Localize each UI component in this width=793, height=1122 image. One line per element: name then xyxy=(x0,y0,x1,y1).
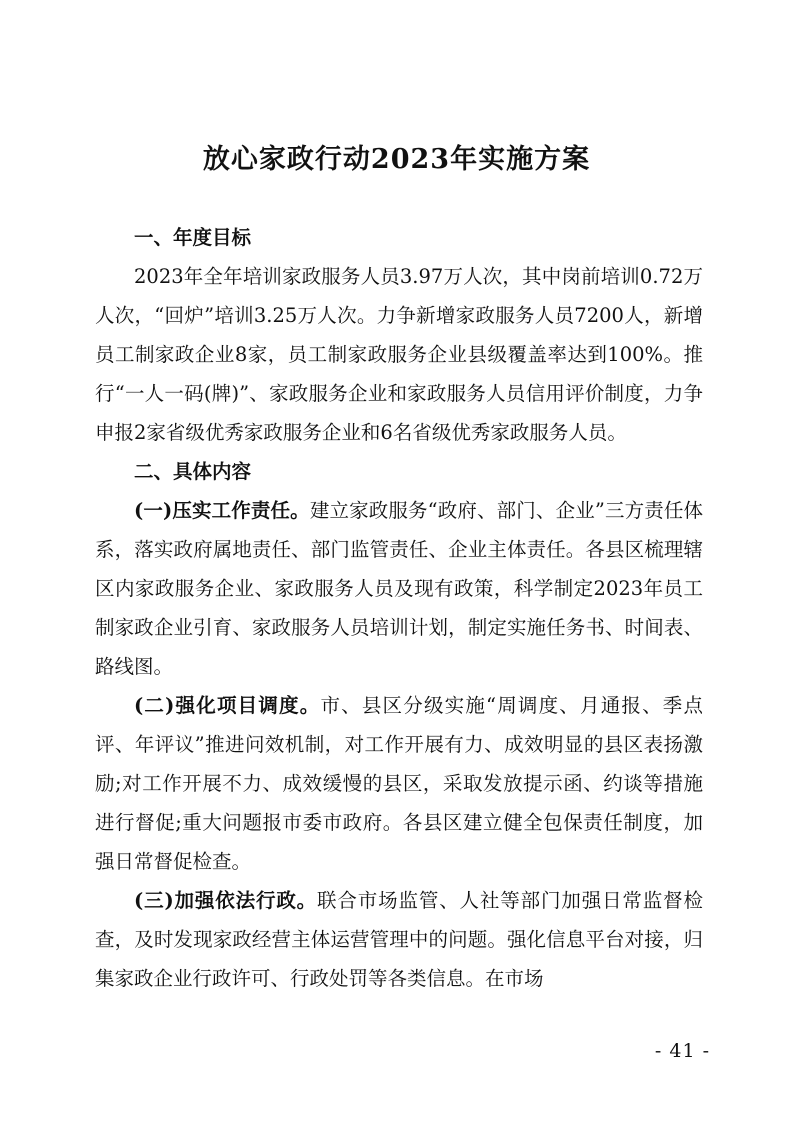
paragraph-lead: (二)强化项目调度。 xyxy=(134,694,321,717)
document-body xyxy=(95,218,703,998)
paragraph-responsibility xyxy=(95,491,703,686)
document-title: 放心家政行动2023年实施方案 xyxy=(202,144,591,175)
paragraph-law-administration xyxy=(95,881,703,998)
paragraph-annual-goals xyxy=(95,257,703,452)
paragraph-lead: (一)压实工作责任。 xyxy=(134,499,310,522)
section-heading-specific-content: 二、具体内容 xyxy=(134,460,252,483)
paragraph-text: 2023年全年培训家政服务人员3.97万人次，其中岗前培训0.72万人次，“回炉”培训3.25万人次。力争新增家政服务人员7200人，新增员工制家政企业8家，员工制家政服务企业县级覆盖率达到100%。推行“一人一码(牌)”、家政服务企业和家政服务人员信用评价制度，力争申报2家省级优秀家政服务企业和6名省级优秀家政服务人员。 xyxy=(95,265,703,444)
paragraph-project-scheduling xyxy=(95,686,703,881)
section-heading-annual-goals: 一、年度目标 xyxy=(134,226,252,249)
page-number: - 41 - xyxy=(654,1040,710,1062)
paragraph-text: 建立家政服务“政府、部门、企业”三方责任体系，落实政府属地责任、部门监管责任、企业主体责任。各县区梳理辖区内家政服务企业、家政服务人员及现有政策，科学制定2023年员工制家政企业引育、家政服务人员培训计划，制定实施任务书、时间表、路线图。 xyxy=(95,499,703,678)
paragraph-text: 市、县区分级实施“周调度、月通报、季点评、年评议”推进问效机制，对工作开展有力、成效明显的县区表扬激励;对工作开展不力、成效缓慢的县区，采取发放提示函、约谈等措施进行督促;重大问题报市委市政府。各县区建立健全包保责任制度，加强日常督促检查。 xyxy=(95,694,703,873)
paragraph-text: 联合市场监管、人社等部门加强日常监督检查，及时发现家政经营主体运营管理中的问题。强化信息平台对接，归集家政企业行政许可、行政处罚等各类信息。在市场 xyxy=(95,889,703,990)
paragraph-lead: (三)加强依法行政。 xyxy=(134,889,318,912)
